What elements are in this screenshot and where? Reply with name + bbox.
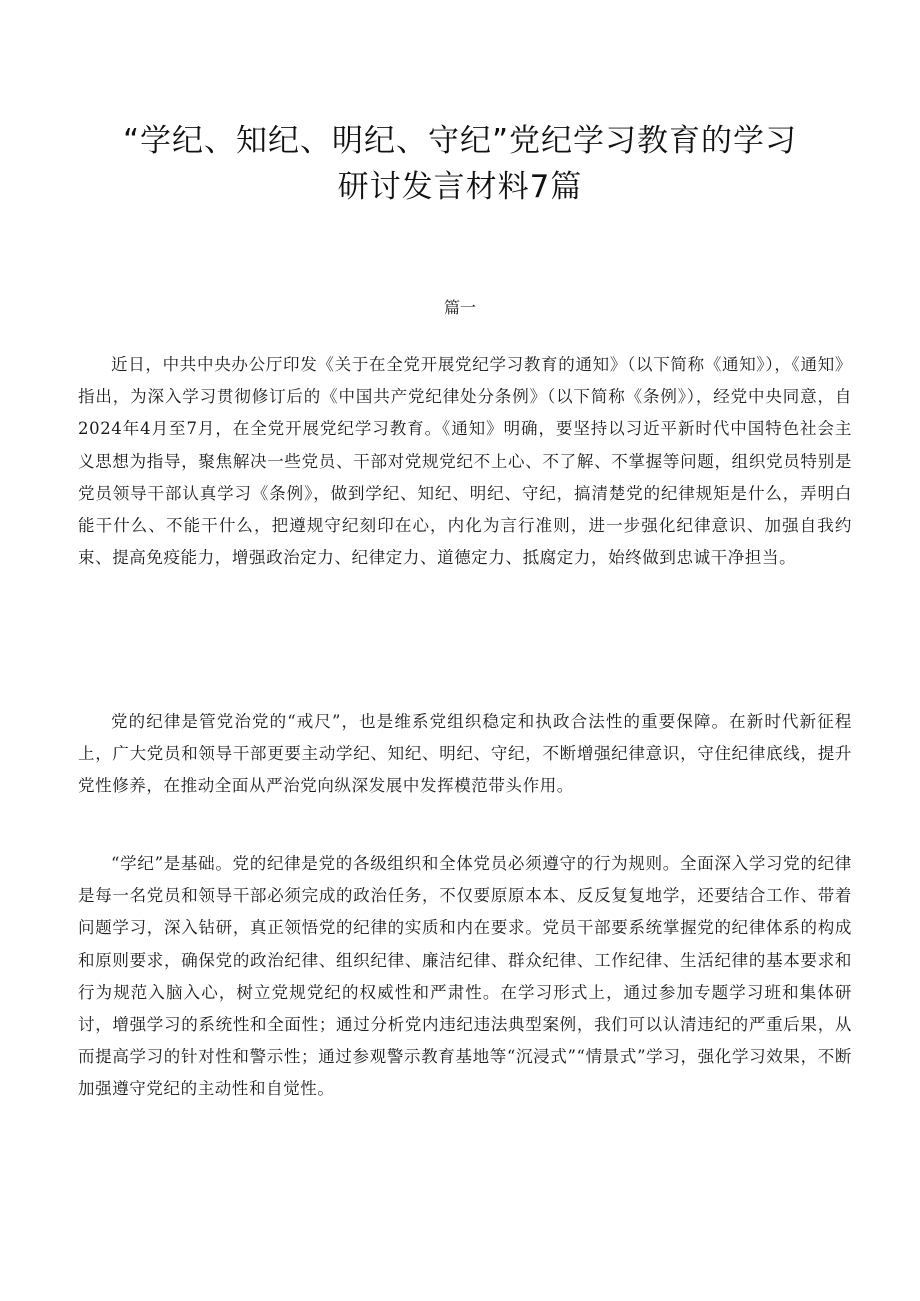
document-title [80, 118, 840, 210]
body-paragraph-2: 党的纪律是管党治党的“戒尺”，也是维系党组织稳定和执政合法性的重要保障。在新时代新征程上，广大党员和领导干部更要主动学纪、知纪、明纪、守纪，不断增强纪律意识，守住纪律底线，提升党性修养，在推动全面从严治党向纵深发展中发挥模范带头作用。 [78, 712, 852, 796]
document-title-line-1: “学纪、知纪、明纪、守纪”党纪学习教育的学习 [122, 123, 798, 159]
body-paragraph-3: “学纪”是基础。党的纪律是党的各级组织和全体党员必须遵守的行为规则。全面深入学习党的纪律是每一名党员和领导干部必须完成的政治任务，不仅要原原本本、反反复复地学，还要结合工作、带着问题学习，深入钻研，真正领悟党的纪律的实质和内在要求。党员干部要系统掌握党的纪律体系的构成和原则要求，确保党的政治纪律、组织纪律、廉洁纪律、群众纪律、工作纪律、生活纪律的基本要求和行为规范入脑入心，树立党规党纪的权威性和严肃性。在学习形式上，通过参加专题学习班和集体研讨，增强学习的系统性和全面性；通过分析党内违纪违法典型案例，我们可以认清违纪的严重后果，从而提高学习的针对性和警示性；通过参观警示教育基地等“沉浸式”“情景式”学习，强化学习效果，不断加强遵守党纪的主动性和自觉性。 [78, 854, 852, 1099]
body-paragraph-1: 近日，中共中央办公厅印发《关于在全党开展党纪学习教育的通知》（以下简称《通知》），《通知》指出，为深入学习贯彻修订后的《中国共产党纪律处分条例》（以下简称《条例》），经党中央同意，自2024年4月至7月，在全党开展党纪学习教育。《通知》明确，要坚持以习近平新时代中国特色社会主义思想为指导，聚焦解决一些党员、干部对党规党纪不上心、不了解、不掌握等问题，组织党员特别是党员领导干部认真学习《条例》，做到学纪、知纪、明纪、守纪，搞清楚党的纪律规矩是什么，弄明白能干什么、不能干什么，把遵规守纪刻印在心，内化为言行准则，进一步强化纪律意识、加强自我约束、提高免疫能力，增强政治定力、纪律定力、道德定力、抵腐定力，始终做到忠诚干净担当。 [78, 355, 852, 568]
document-title-line-2: 研讨发言材料7篇 [337, 169, 583, 205]
section-heading: 篇一 [443, 298, 476, 317]
